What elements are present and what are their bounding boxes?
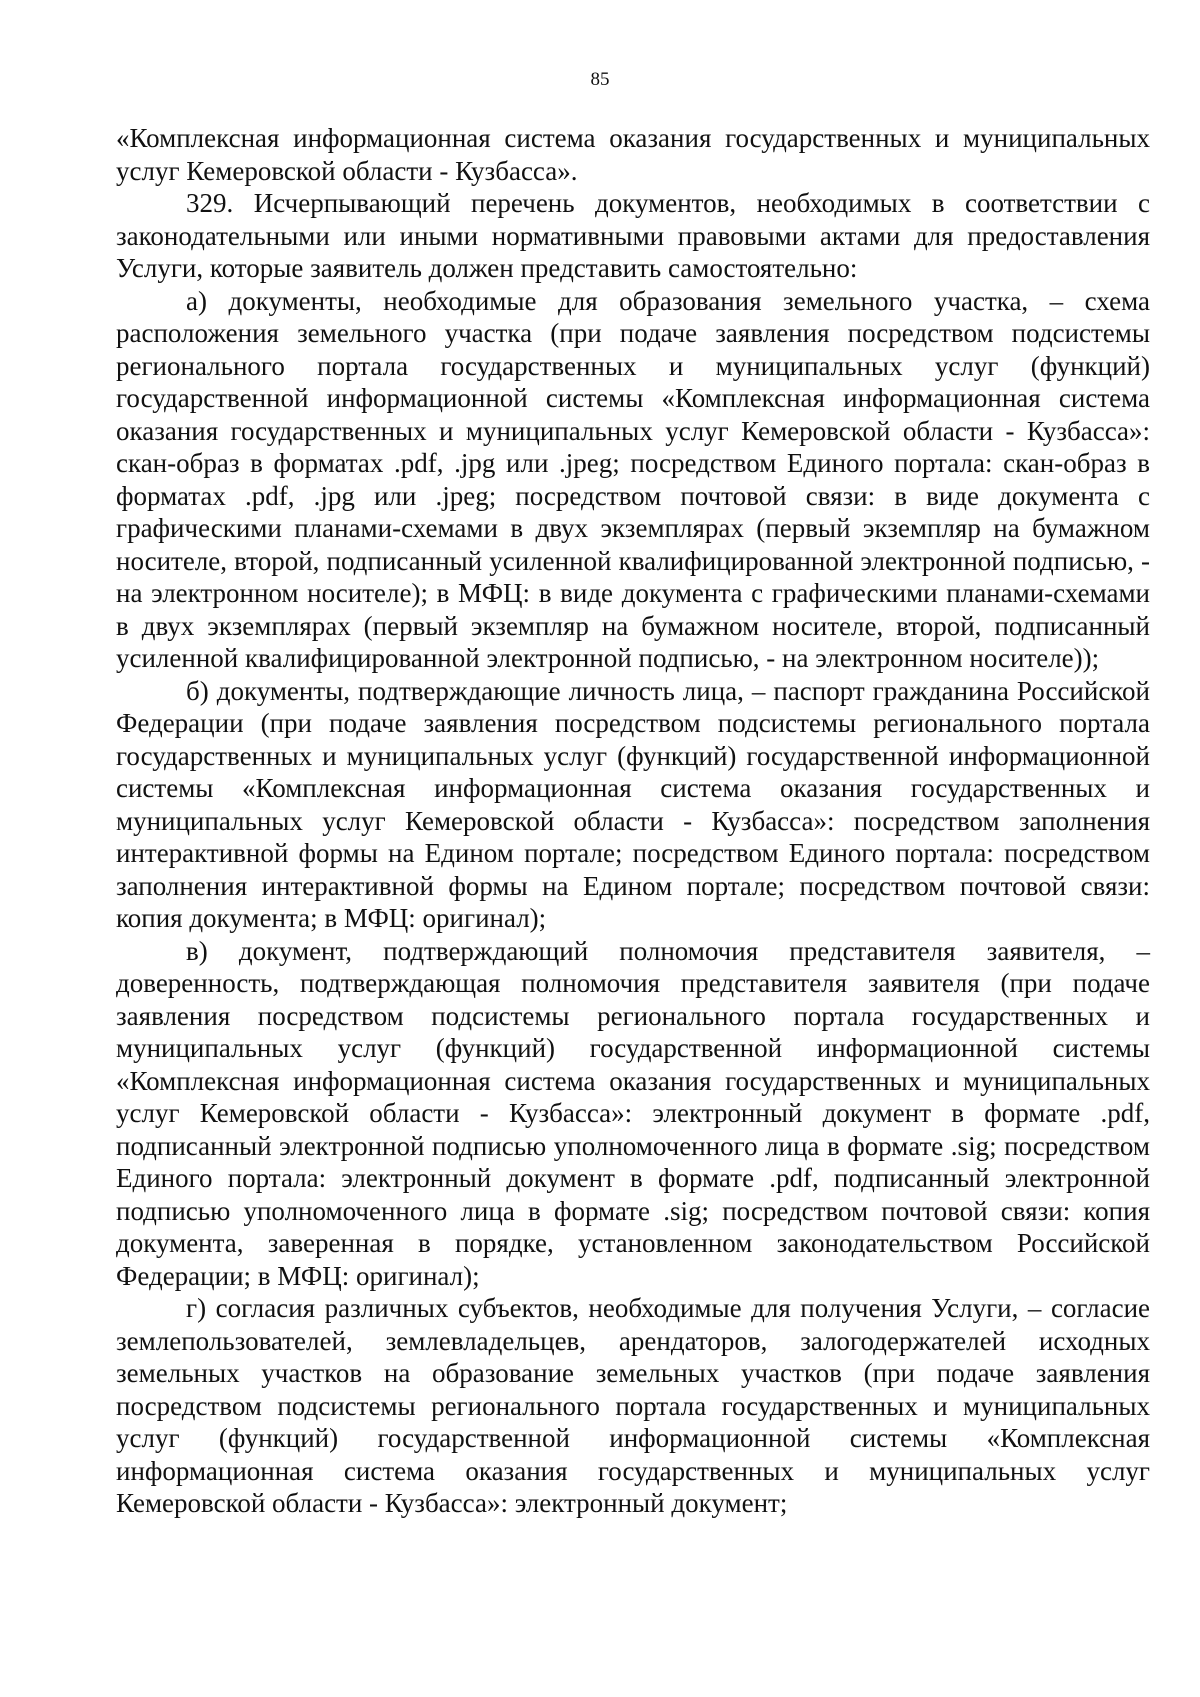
- paragraph-item-a: а) документы, необходимые для образования земельного участка, – схема расположения земельного участка (при подаче заявления посредством подсистемы регионального портала государственных и муниципальных услуг (функций) государственной информационной системы «Комплексная информационная система оказания государственных и муниципальных услуг Кемеровской области - Кузбасса»: скан-образ в форматах .pdf, .jpg или .jpeg; посредством Единого портала: скан-образ в форматах .pdf, .jpg или .jpeg; посредством почтовой связи: в виде документа с графическими планами-схемами в двух экземплярах (первый экземпляр на бумажном носителе, второй, подписанный усиленной квалифицированной электронной подписью, - на электронном носителе); в МФЦ: в виде документа с графическими планами-схемами в двух экземплярах (первый экземпляр на бумажном носителе, второй, подписанный усиленной квалифицированной электронной подписью, - на электронном носителе));: [116, 285, 1150, 673]
- paragraph-329: 329. Исчерпывающий перечень документов, необходимых в соответствии с законодательными или иными нормативными правовыми актами для предоставления Услуги, которые заявитель должен представить самостоятельно:: [116, 188, 1150, 283]
- document-body: [116, 122, 1150, 1520]
- paragraph-item-b: б) документы, подтверждающие личность лица, – паспорт гражданина Российской Федерации (при подаче заявления посредством подсистемы регионального портала государственных и муниципальных услуг (функций) государственной информационной системы «Комплексная информационная система оказания государственных и муниципальных услуг Кемеровской области - Кузбасса»: посредством заполнения интерактивной формы на Едином портале; посредством Единого портала: посредством заполнения интерактивной формы на Едином портале; посредством почтовой связи: копия документа; в МФЦ: оригинал);: [116, 675, 1150, 933]
- paragraph-item-v: в) документ, подтверждающий полномочия представителя заявителя, – доверенность, подтверждающая полномочия представителя заявителя (при подаче заявления посредством подсистемы регионального портала государственных и муниципальных услуг (функций) государственной информационной системы «Комплексная информационная система оказания государственных и муниципальных услуг Кемеровской области - Кузбасса»: электронный документ в формате .pdf, подписанный электронной подписью уполномоченного лица в формате .sig; посредством Единого портала: электронный документ в формате .pdf, подписанный электронной подписью уполномоченного лица в формате .sig; посредством почтовой связи: копия документа, заверенная в порядке, установленном законодательством Российской Федерации; в МФЦ: оригинал);: [116, 935, 1150, 1291]
- paragraph-continuation: «Комплексная информационная система оказания государственных и муниципальных услуг Кемеровской области - Кузбасса».: [116, 123, 1150, 186]
- page-number: 85: [590, 69, 610, 90]
- paragraph-item-g: г) согласия различных субъектов, необходимые для получения Услуги, – согласие землепользователей, землевладельцев, арендаторов, залогодержателей исходных земельных участков на образование земельных участков (при подаче заявления посредством подсистемы регионального портала государственных и муниципальных услуг (функций) государственной информационной системы «Комплексная информационная система оказания государственных и муниципальных услуг Кемеровской области - Кузбасса»: электронный документ;: [116, 1293, 1150, 1518]
